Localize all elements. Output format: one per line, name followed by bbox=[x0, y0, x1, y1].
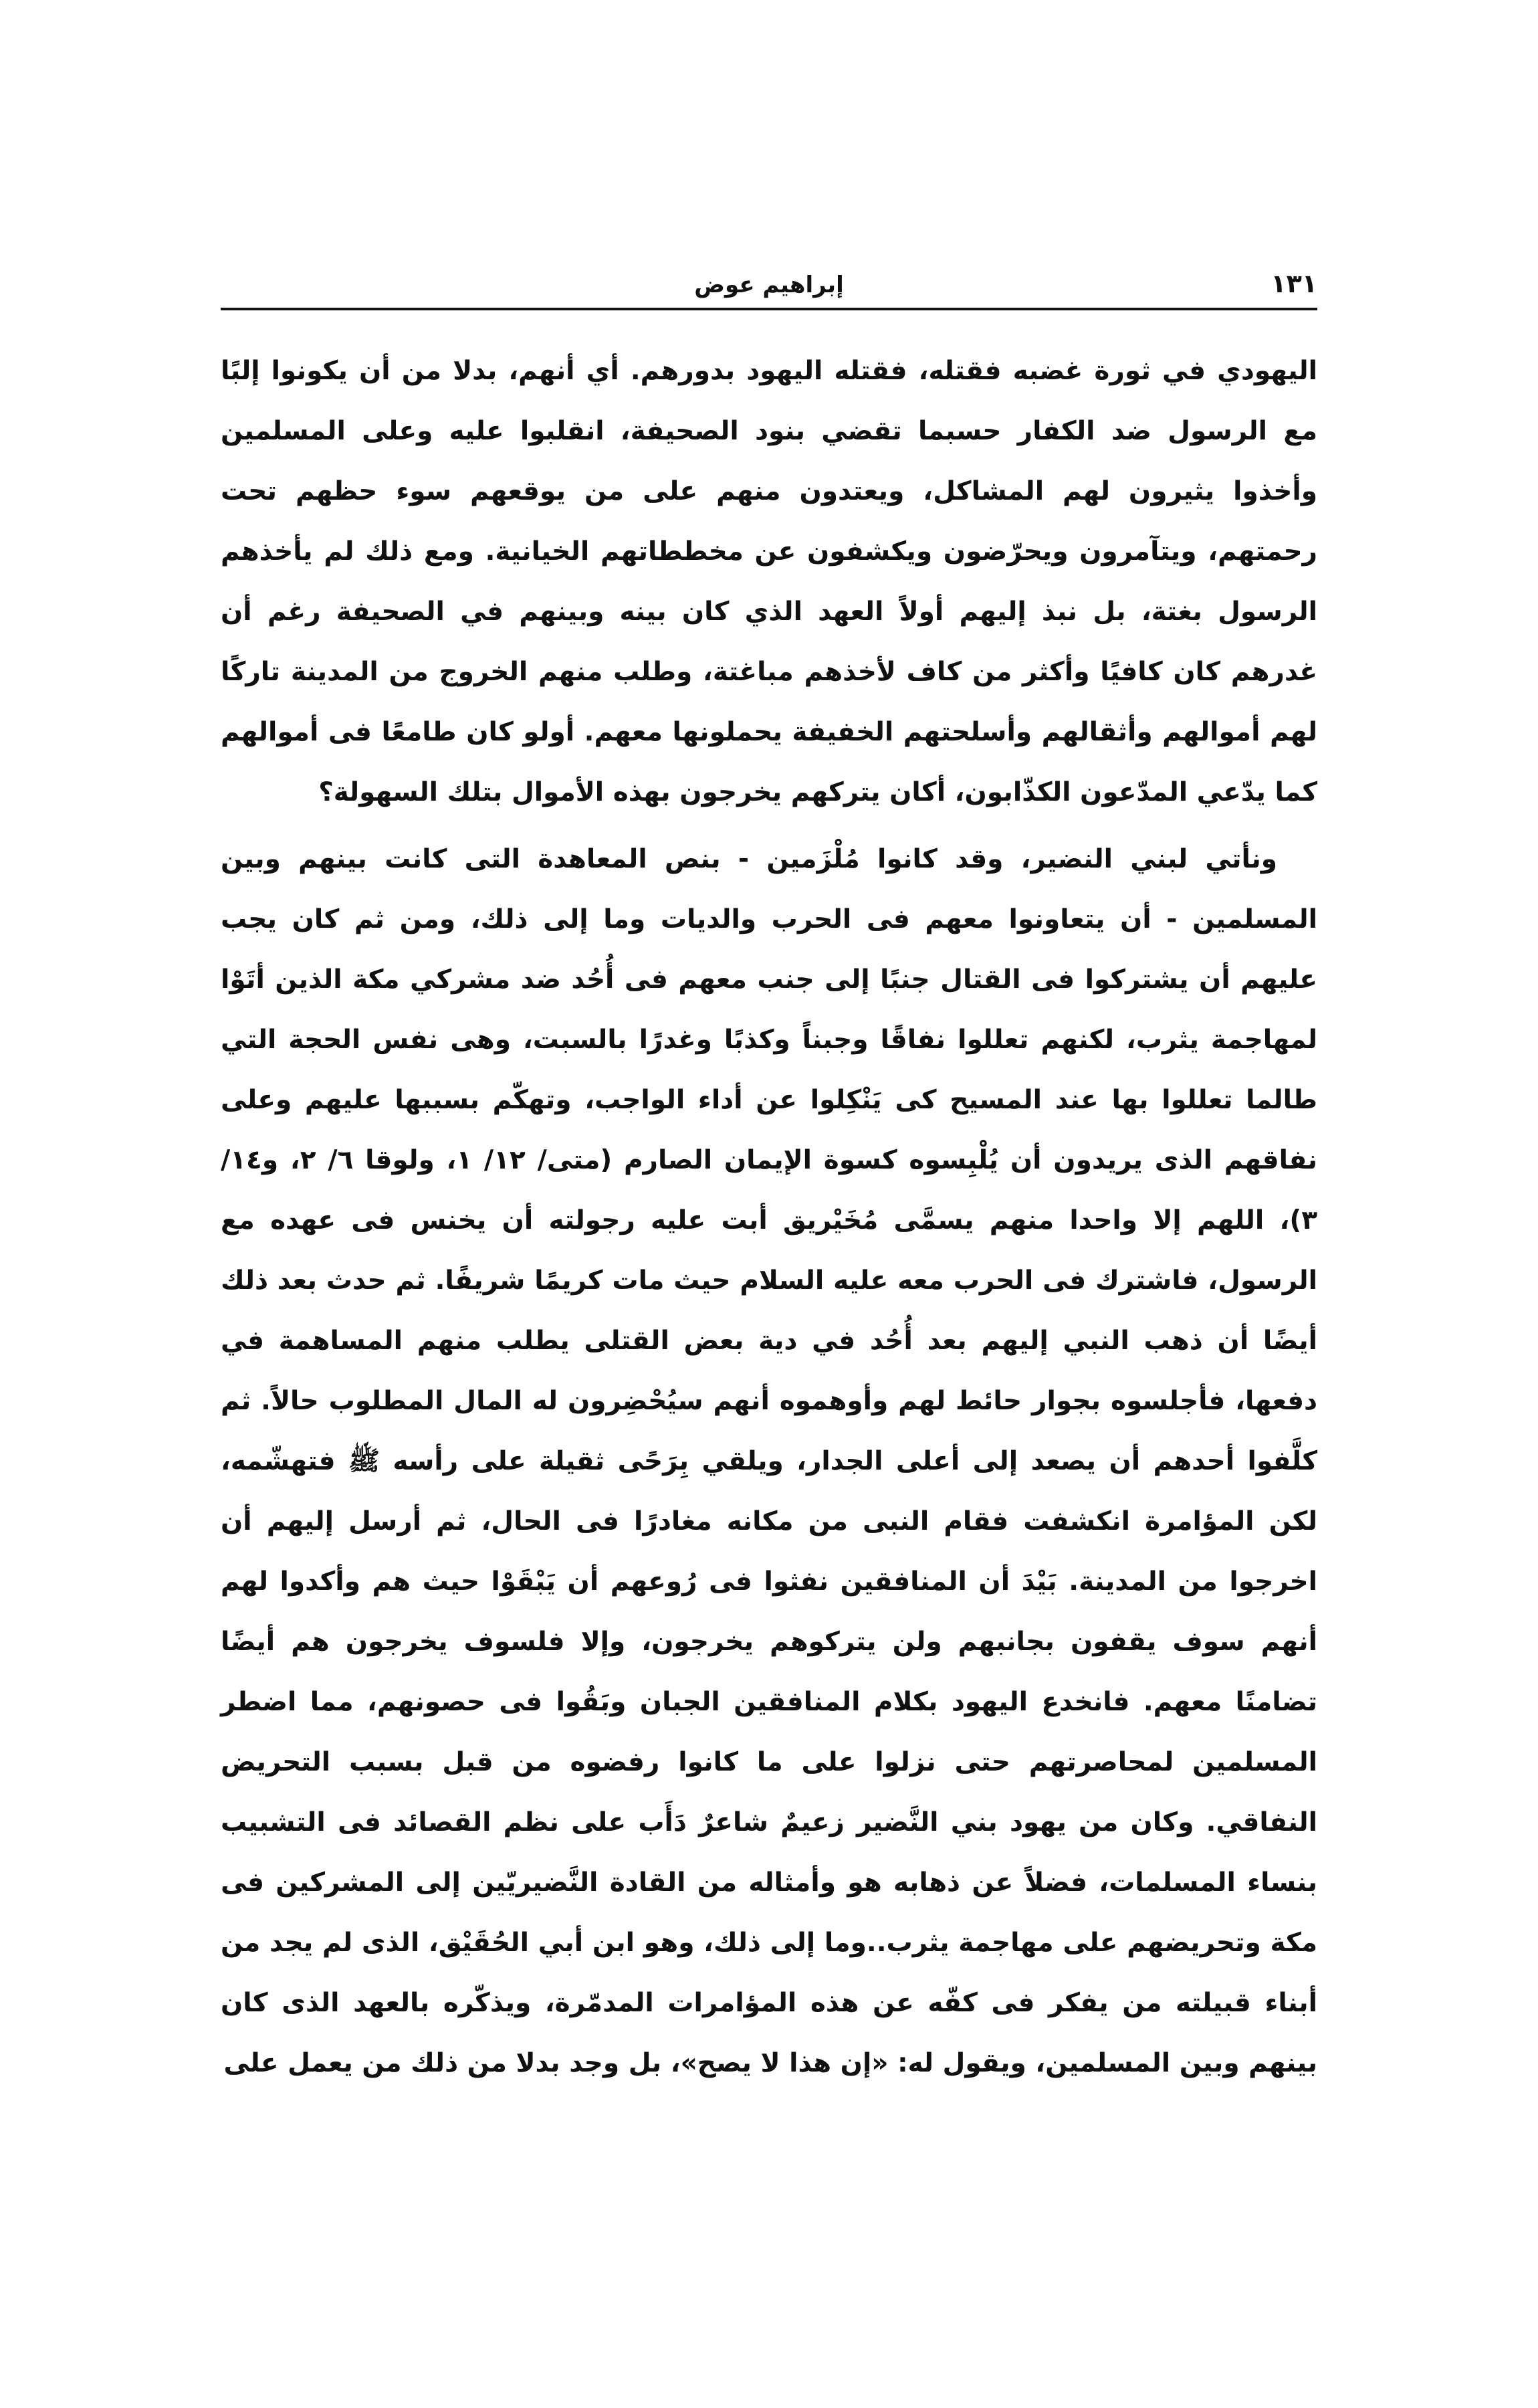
paragraph-2: ونأتي لبني النضير، وقد كانوا مُلْزَمين - بنص المعاهدة التى كانت بينهم وبين المسلمين - أن يتعاونوا معهم فى الحرب والديات وما إلى ذلك، ومن ثم كان يجب عليهم أن يشتركوا فى القتال جنبًا إلى جنب معهم فى أُحُد ضد مشركي مكة الذين أتَوْا لمهاجمة يثرب، لكنهم تعللوا نفاقًا وجبناً وكذبًا وغدرًا بالسبت، وهى نفس الحجة التي طالما تعللوا بها عند المسيح كى يَنْكِلوا عن أداء الواجب، وتهكّم بسببها عليهم وعلى نفاقهم الذى يريدون أن يُلْبِسوه كسوة الإيمان الصارم (متى/ ١٢/ ١، ولوقا ٦/ ٢، و١٤/ ٣)، اللهم إلا واحدا منهم يسمَّى مُخَيْريق أبت عليه رجولته أن يخنس فى عهده مع الرسول، فاشترك فى الحرب معه عليه السلام حيث مات كريمًا شريفًا. ثم حدث بعد ذلك أيضًا أن ذهب النبي إليهم بعد أُحُد في دية بعض القتلى يطلب منهم المساهمة في دفعها، فأجلسوه بجوار حائط لهم وأوهموه أنهم سيُحْضِرون له المال المطلوب حالاً. ثم كلَّفوا أحدهم أن يصعد إلى أعلى الجدار، ويلقي بِرَحًى ثقيلة على رأسه ﷺ فتهشّمه، لكن المؤامرة انكشفت فقام النبى من مكانه مغادرًا فى الحال، ثم أرسل إليهم أن اخرجوا من المدينة. بَيْدَ أن المنافقين نفثوا فى رُوعهم أن يَبْقَوْا حيث هم وأكدوا لهم أنهم سوف يقفون بجانبهم ولن يتركوهم يخرجون، وإلا فلسوف يخرجون هم أيضًا تضامنًا معهم. فانخدع اليهود بكلام المنافقين الجبان وبَقُوا فى حصونهم، مما اضطر المسلمين لمحاصرتهم حتى نزلوا على ما كانوا رفضوه من قبل بسبب التحريض النفاقي. وكان من يهود بني النَّضير زعيمٌ شاعرٌ دَأَب على نظم القصائد فى التشبيب بنساء المسلمات، فضلاً عن ذهابه هو وأمثاله من القادة النَّضيريّين إلى المشركين فى مكة وتحريضهم على مهاجمة يثرب..وما إلى ذلك، وهو ابن أبي الحُقَيْق، الذى لم يجد من أبناء قبيلته من يفكر فى كفّه عن هذه المؤامرات المدمّرة، ويذكّره بالعهد الذى كان بينهم وبين المسلمين، ويقول له: «إن هذا لا يصح»، بل وجد بدلا من ذلك من يعمل على bbox=[221, 844, 1318, 2078]
body-text bbox=[221, 341, 1317, 2094]
paragraph-1: اليهودي في ثورة غضبه فقتله، فقتله اليهود بدورهم. أي أنهم، بدلا من أن يكونوا إلبًا مع الرسول ضد الكفار حسبما تقضي بنود الصحيفة، انقلبوا عليه وعلى المسلمين وأخذوا يثيرون لهم المشاكل، ويعتدون منهم على من يوقعهم سوء حظهم تحت رحمتهم، ويتآمرون ويحرّضون ويكشفون عن مخططاتهم الخيانية. ومع ذلك لم يأخذهم الرسول بغتة، بل نبذ إليهم أولاً العهد الذي كان بينه وبينهم في الصحيفة رغم أن غدرهم كان كافيًا وأكثر من كاف لأخذهم مباغتة، وطلب منهم الخروج من المدينة تاركًا لهم أموالهم وأثقالهم وأسلحتهم الخفيفة يحملونها معهم. أولو كان طامعًا فى أموالهم كما يدّعي المدّعون الكذّابون، أكان يتركهم يخرجون بهذه الأموال بتلك السهولة؟ bbox=[221, 356, 1317, 807]
page-header bbox=[221, 261, 1317, 298]
page-number: ١٣١ bbox=[1271, 269, 1317, 298]
running-title: إبراهيم عوض bbox=[694, 272, 844, 298]
header-rule bbox=[221, 308, 1317, 310]
book-page bbox=[221, 261, 1317, 2268]
